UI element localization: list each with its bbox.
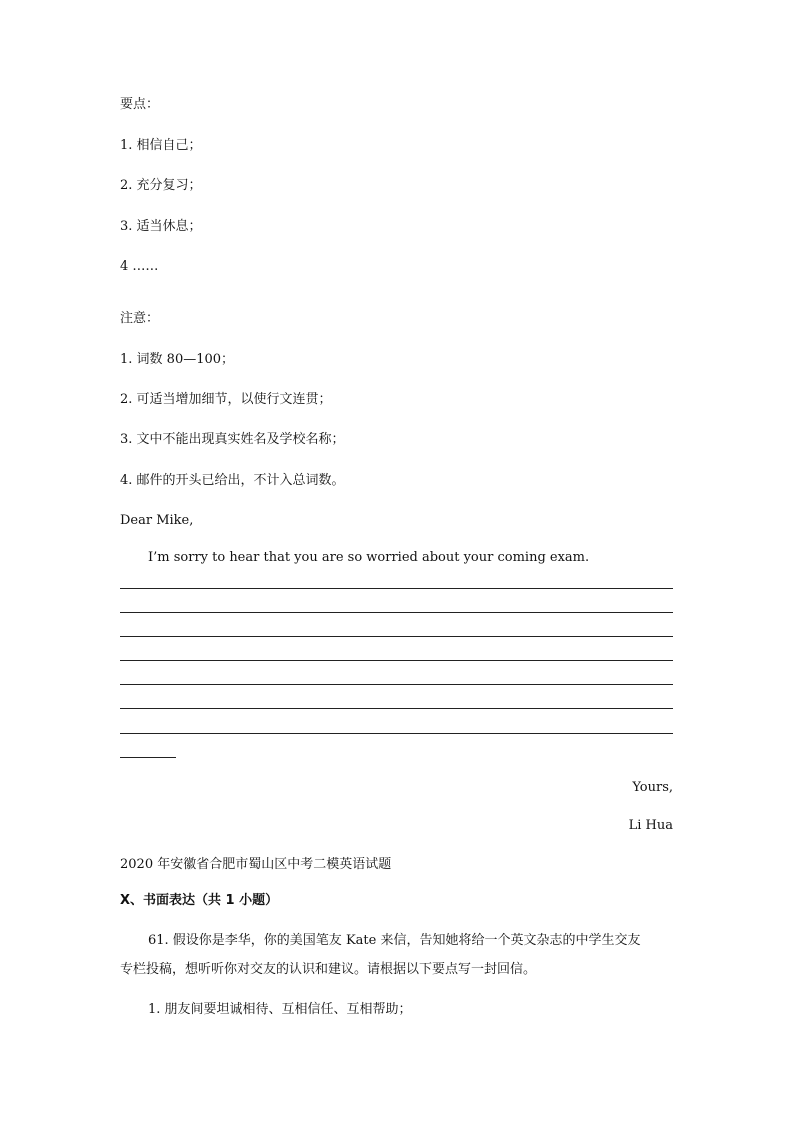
answer-line-end bbox=[120, 757, 176, 758]
note-item-4: 4. 邮件的开头已给出，不计入总词数。 bbox=[120, 473, 345, 488]
point-item-2: 2. 充分复习； bbox=[120, 178, 202, 193]
point-item-1: 1. 相信自己； bbox=[120, 138, 202, 153]
letter-opening: I’m sorry to hear that you are so worried about your coming exam. bbox=[148, 550, 590, 565]
note-item-2: 2. 可适当增加细节，以使行文连贯； bbox=[120, 392, 332, 407]
letter-greeting: Dear Mike, bbox=[120, 513, 194, 528]
answer-line bbox=[120, 636, 673, 637]
notes-heading: 注意： bbox=[120, 311, 160, 326]
note-item-1: 1. 词数 80—100； bbox=[120, 352, 235, 367]
question-text-line1: 61. 假设你是李华，你的美国笔友 Kate 来信，告知她将给一个英文杂志的中学生交友 bbox=[148, 933, 641, 948]
question-point-1: 1. 朋友间要坦诚相待、互相信任、互相帮助； bbox=[148, 1002, 412, 1017]
points-heading: 要点： bbox=[120, 97, 160, 112]
point-item-3: 3. 适当休息； bbox=[120, 219, 202, 234]
question-text-line2: 专栏投稿，想听听你对交友的认识和建议。请根据以下要点写一封回信。 bbox=[120, 962, 537, 977]
answer-line bbox=[120, 708, 673, 709]
point-item-4: 4 …… bbox=[120, 259, 159, 274]
letter-closing: Yours, bbox=[632, 780, 673, 795]
answer-line bbox=[120, 733, 673, 734]
answer-line bbox=[120, 612, 673, 613]
letter-signature: Li Hua bbox=[628, 818, 673, 833]
answer-line bbox=[120, 588, 673, 589]
answer-line bbox=[120, 660, 673, 661]
section-heading: X、书面表达（共 1 小题） bbox=[120, 893, 279, 908]
exam-title: 2020 年安徽省合肥市蜀山区中考二模英语试题 bbox=[120, 857, 392, 872]
note-item-3: 3. 文中不能出现真实姓名及学校名称； bbox=[120, 432, 345, 447]
answer-line bbox=[120, 684, 673, 685]
